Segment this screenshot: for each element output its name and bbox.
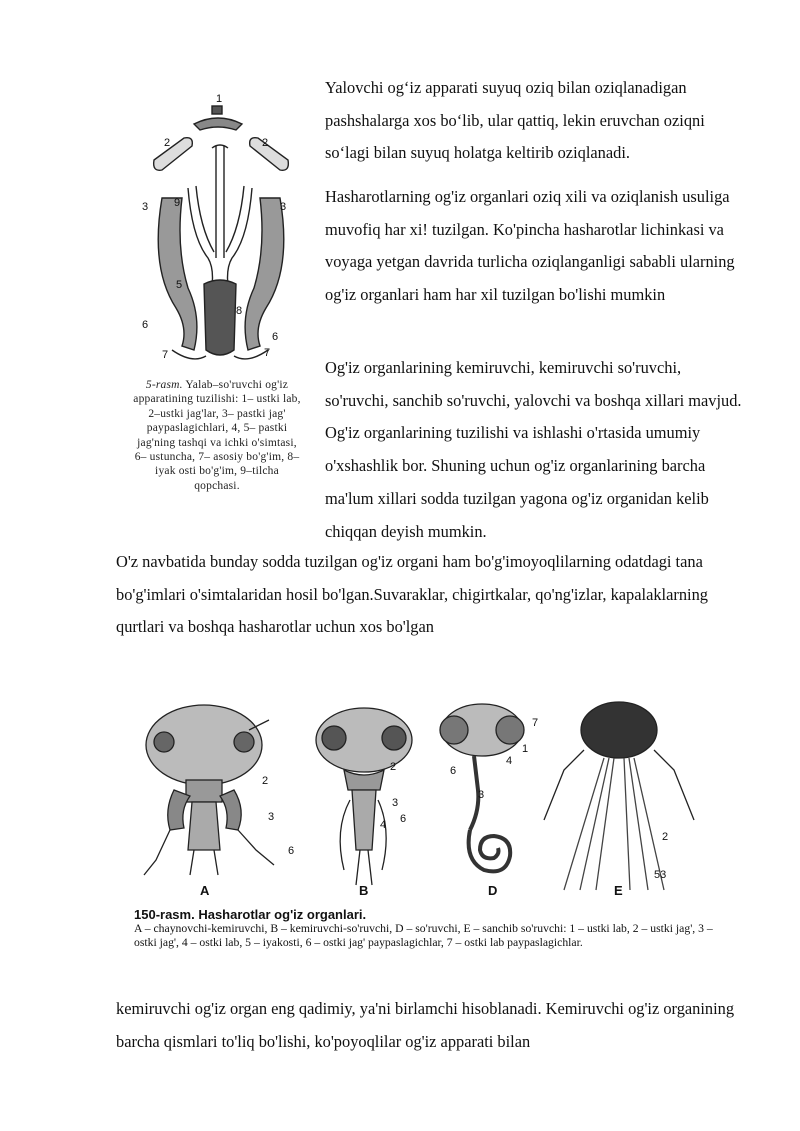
- part-number: 7: [532, 717, 539, 729]
- fig1-number: 6: [142, 319, 149, 331]
- panel-d-drawing: [440, 704, 524, 871]
- insect-heads-drawing: [134, 700, 734, 905]
- panel-label-d: D: [488, 883, 498, 898]
- paragraph-text: Yalovchi og‘iz apparati suyuq oziq bilan oziqlanadigan pashshalarga xos bo‘lib, ular qattiq, lekin eruvchan oziqni so‘lagi bilan suyuq holatga keltirib oziqlanadi.: [325, 78, 705, 163]
- figure-mouthparts-lapping: [132, 88, 307, 543]
- fig1-number: 6: [272, 331, 279, 343]
- part-number: 3: [392, 797, 399, 809]
- part-number: 4: [380, 819, 387, 831]
- part-number: 2: [262, 775, 269, 787]
- figure2-caption-body: A – chaynovchi-kemiruvchi, B – kemiruvchi-so'ruvchi, D – so'ruvchi, E – sanchib so'ruvchi: 1 – ustki lab, 2 – ustki jag', 3 – ostki jag', 4 – ostki lab, 5 – iyakosti, 6 – ostki jag' paypaslagichlar, 7 – ostki lab paypaslagichlar.: [134, 922, 713, 949]
- mouthparts-drawing: [132, 88, 307, 378]
- figure-insect-mouthparts: [134, 700, 734, 980]
- paragraph: [325, 181, 745, 312]
- fig1-number: 8: [236, 305, 243, 317]
- part-number: 1: [522, 743, 529, 755]
- panel-a-drawing: [144, 705, 274, 875]
- panel-label-e: E: [614, 883, 623, 898]
- fig1-number: 9: [174, 197, 181, 209]
- panel-label-a: A: [200, 883, 210, 898]
- panel-e-drawing: [544, 702, 694, 890]
- fig1-number: 5: [176, 279, 183, 291]
- figure2-caption-title: 150-rasm. Hasharotlar og'iz organlari.: [134, 907, 367, 922]
- paragraph: [116, 546, 746, 644]
- fig1-number: 1: [216, 93, 223, 105]
- fig1-number: 3: [142, 201, 149, 213]
- part-number: 3: [478, 789, 485, 801]
- fig1-number: 3: [280, 201, 287, 213]
- part-number: 4: [506, 755, 513, 767]
- part-number: 6: [288, 845, 295, 857]
- part-number: 2: [390, 761, 397, 773]
- part-number: 3: [268, 811, 275, 823]
- fig1-number: 2: [262, 137, 269, 149]
- part-number: 6: [400, 813, 407, 825]
- paragraph-text: Og'iz organlarining kemiruvchi, kemiruvchi so'ruvchi, so'ruvchi, sanchib so'ruvchi, yalovchi va boshqa xillari mavjud. Og'iz organlarining tuzilishi va ishlashi o'rtasida umumiy o'xshashlik bor. Shuning uchun og'iz organlarining barcha ma'lum xillari sodda tuzilgan yagona og'iz organidan kelib chiqqan deyish mumkin.: [325, 358, 742, 541]
- part-number: 53: [654, 869, 667, 881]
- figure2-caption: [134, 908, 724, 950]
- paragraph-text: O'z navbatida bunday sodda tuzilgan og'iz organi ham bo'g'imoyoqlilarning odatdagi tana bo'g'imlari o'simtalaridan hosil bo'lgan.Suvaraklar, chigirtkalar, qo'ng'izlar, kapalaklarning qurtlari va boshqa hasharotlar uchun xos bo'lgan: [116, 552, 708, 637]
- paragraph: [116, 993, 746, 1058]
- part-number: 6: [450, 765, 457, 777]
- part-number: 2: [662, 831, 669, 843]
- figure1-caption-prefix: 5-rasm.: [145, 379, 183, 391]
- figure1-caption-text: Yalab–so'ruvchi og'iz apparatining tuzilishi: 1– ustki lab, 2–ustki jag'lar, 3– pastki jag' paypaslagichlari, 4, 5– pastki jag'ning tashqi va ichki o'simtasi, 6– ustuncha, 7– asosiy bo'g'im, 8– iyak osti bo'g'im, 9–tilcha qopchasi.: [133, 379, 301, 492]
- figure1-caption: [132, 378, 302, 493]
- fig1-number: 7: [264, 347, 271, 359]
- paragraph: [325, 72, 745, 170]
- paragraph-text: Hasharotlarning og'iz organlari oziq xili va oziqlanish usuliga muvofiq har xi! tuzilgan. Ko'pincha hasharotlar lichinkasi va voyaga yetgan davrida turlicha oziqlanganligi sababli ularning og'iz organlari ham har xil tuzilgan bo'lishi mumkin: [325, 187, 735, 305]
- panel-label-b: B: [359, 883, 369, 898]
- fig1-number: 2: [164, 137, 171, 149]
- fig1-number: 7: [162, 349, 169, 361]
- paragraph: [325, 352, 745, 548]
- paragraph-text: kemiruvchi og'iz organ eng qadimiy, ya'ni birlamchi hisoblanadi. Kemiruvchi og'iz organining barcha qismlari to'liq bo'lishi, ko'poyoqlilar og'iz apparati bilan: [116, 999, 735, 1051]
